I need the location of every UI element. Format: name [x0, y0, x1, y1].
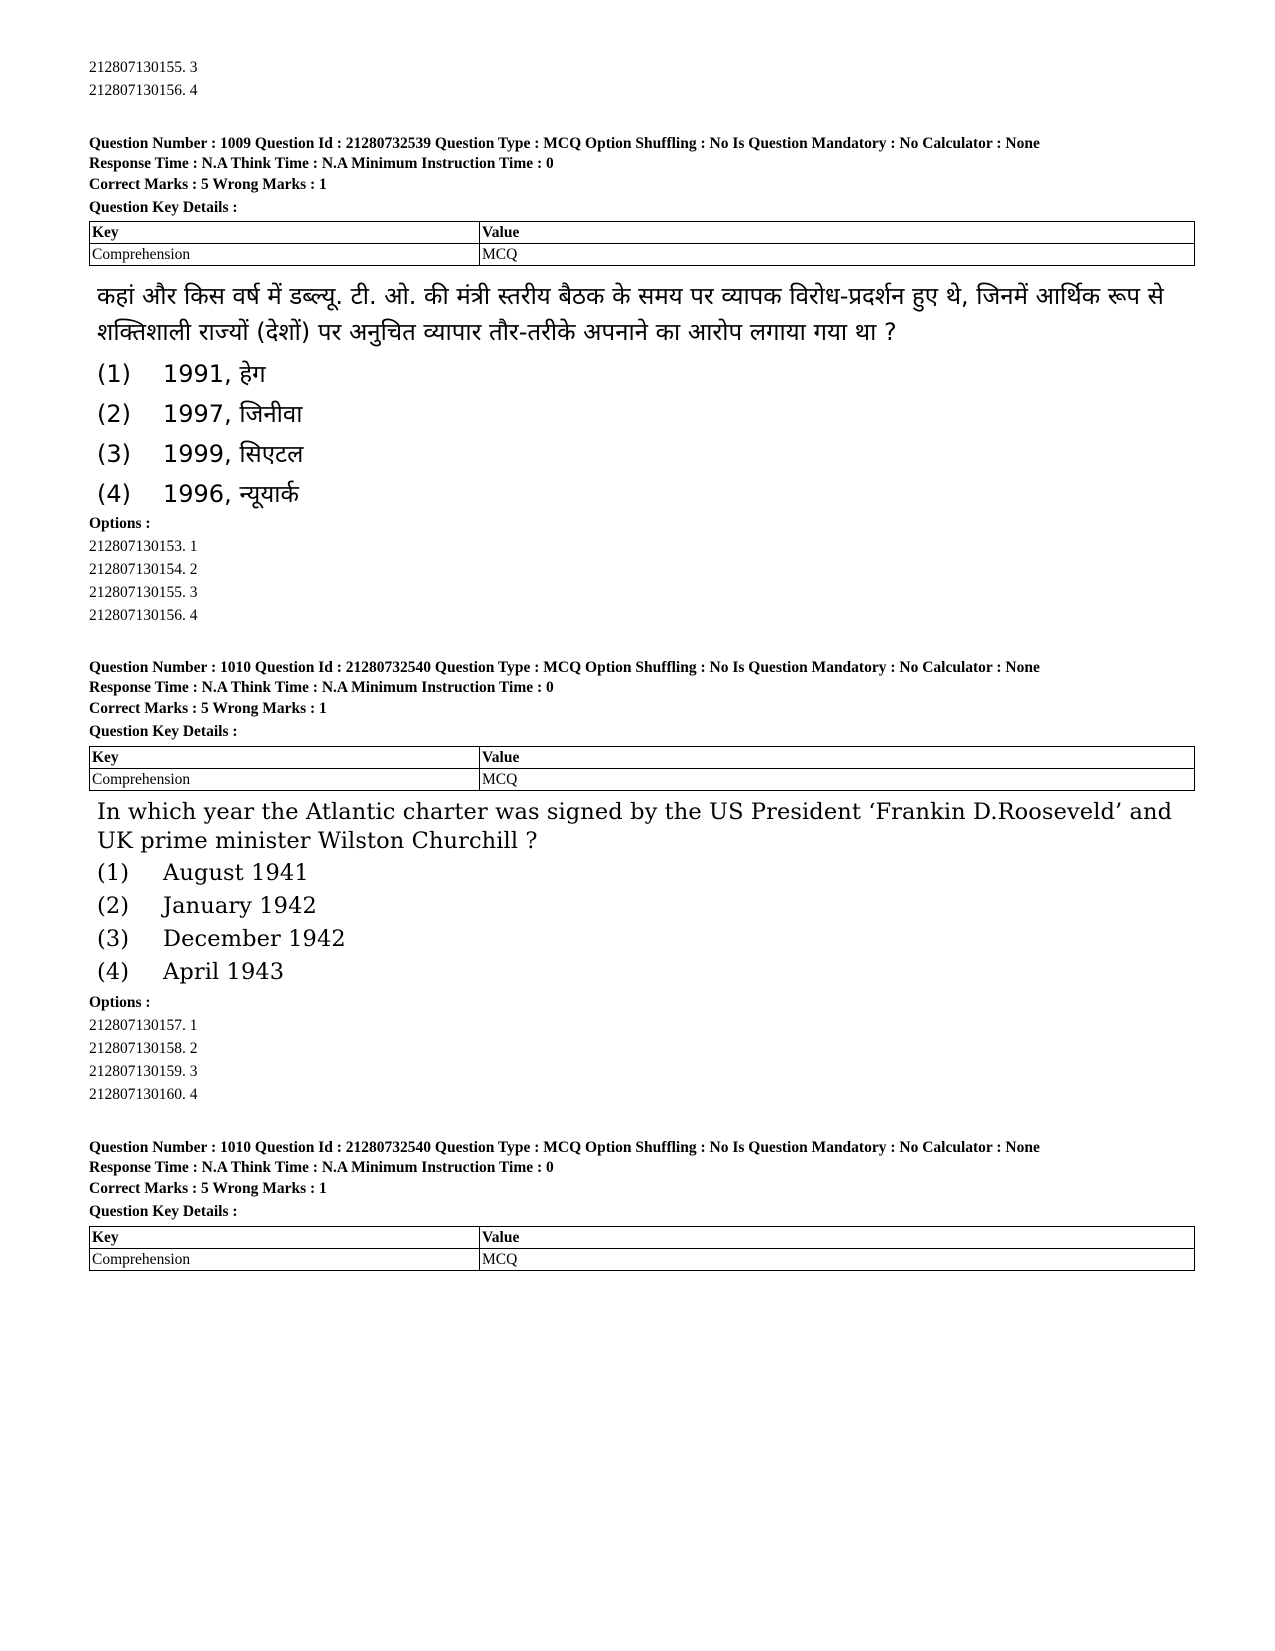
choice-number: (1): [97, 360, 131, 388]
choice-text: 1999, सिएटल: [163, 440, 304, 468]
options-label: Options :: [89, 515, 151, 532]
question-text: कहां और किस वर्ष में डब्ल्यू. टी. ओ. की मंत्री स्तरीय बैठक के समय पर व्यापक विरोध-प्रदर्शन हुए थे, जिनमें आर्थिक रूप से शक्तिशाली राज्यों (देशों) पर अनुचित व्यापार तौर-तरीके अपनाने का आरोप लगाया गया था ?: [97, 282, 1164, 346]
option-id: 212807130156. 4: [89, 607, 198, 624]
choice-text: August 1941: [163, 860, 309, 886]
option-id: 212807130157. 1: [89, 1017, 198, 1034]
key-cell: Comprehension: [90, 244, 480, 266]
key-details-table: [89, 746, 1195, 791]
option-id: 212807130156. 4: [89, 82, 198, 99]
choice-number: (4): [97, 480, 131, 508]
response-time-line: Response Time : N.A Think Time : N.A Minimum Instruction Time : 0: [89, 154, 554, 172]
table-row: [90, 1249, 1195, 1271]
key-details-label: Question Key Details :: [89, 723, 238, 740]
key-details-table: [89, 221, 1195, 266]
choice-item: [97, 358, 1207, 398]
key-header: Key: [90, 222, 480, 244]
value-cell: MCQ: [480, 769, 1195, 791]
option-id: 212807130155. 3: [89, 584, 198, 601]
question-text: In which year the Atlantic charter was signed by the US President ‘Frankin D.Rooseveld’ and UK prime minister Wilston Churchill ?: [97, 799, 1173, 854]
question-header: [89, 134, 1209, 173]
question-header: [89, 658, 1209, 697]
options-label: Options :: [89, 994, 151, 1011]
choice-item: [97, 478, 1207, 518]
option-id: 212807130155. 3: [89, 59, 198, 76]
choice-item: [97, 958, 1207, 991]
choice-text: January 1942: [163, 893, 317, 919]
marks-line: Correct Marks : 5 Wrong Marks : 1: [89, 700, 327, 717]
question-header: [89, 1138, 1209, 1177]
value-cell: MCQ: [480, 244, 1195, 266]
marks-line: Correct Marks : 5 Wrong Marks : 1: [89, 1180, 327, 1197]
question-header-line: Question Number : 1009 Question Id : 21280732539 Question Type : MCQ Option Shuffling : No Is Question Mandatory : No Calculator : None: [89, 135, 1040, 152]
table-header-row: [90, 747, 1195, 769]
value-header: Value: [480, 747, 1195, 769]
table-header-row: [90, 222, 1195, 244]
choice-text: 1991, हेग: [163, 360, 266, 388]
key-header: Key: [90, 747, 480, 769]
key-details-label: Question Key Details :: [89, 1203, 238, 1220]
choice-text: December 1942: [163, 926, 346, 952]
option-id: 212807130159. 3: [89, 1063, 198, 1080]
response-time-line: Response Time : N.A Think Time : N.A Minimum Instruction Time : 0: [89, 678, 554, 696]
choice-item: [97, 859, 1207, 892]
table-row: [90, 244, 1195, 266]
question-header-line: Question Number : 1010 Question Id : 21280732540 Question Type : MCQ Option Shuffling : No Is Question Mandatory : No Calculator : None: [89, 659, 1040, 676]
option-id: 212807130154. 2: [89, 561, 198, 578]
key-details-table: [89, 1226, 1195, 1271]
table-header-row: [90, 1227, 1195, 1249]
key-header: Key: [90, 1227, 480, 1249]
choice-item: [97, 892, 1207, 925]
choice-number: (3): [97, 440, 131, 468]
question-image-english: [97, 798, 1207, 991]
question-header-line: Question Number : 1010 Question Id : 21280732540 Question Type : MCQ Option Shuffling : No Is Question Mandatory : No Calculator : None: [89, 1139, 1040, 1156]
choice-item: [97, 438, 1207, 478]
choice-text: 1996, न्यूयार्क: [163, 480, 299, 508]
choice-item: [97, 925, 1207, 958]
choice-item: [97, 398, 1207, 438]
key-details-label: Question Key Details :: [89, 199, 238, 216]
option-id: 212807130158. 2: [89, 1040, 198, 1057]
value-header: Value: [480, 1227, 1195, 1249]
response-time-line: Response Time : N.A Think Time : N.A Minimum Instruction Time : 0: [89, 1158, 554, 1176]
marks-line: Correct Marks : 5 Wrong Marks : 1: [89, 176, 327, 193]
value-header: Value: [480, 222, 1195, 244]
option-id: 212807130160. 4: [89, 1086, 198, 1103]
table-row: [90, 769, 1195, 791]
question-image-hindi: [97, 278, 1207, 518]
choice-number: (2): [97, 893, 130, 919]
choice-number: (3): [97, 926, 130, 952]
choice-number: (2): [97, 400, 131, 428]
option-id: 212807130153. 1: [89, 538, 198, 555]
choice-number: (1): [97, 860, 130, 886]
key-cell: Comprehension: [90, 1249, 480, 1271]
choice-text: April 1943: [163, 959, 285, 985]
choice-number: (4): [97, 959, 130, 985]
choice-text: 1997, जिनीवा: [163, 400, 303, 428]
key-cell: Comprehension: [90, 769, 480, 791]
value-cell: MCQ: [480, 1249, 1195, 1271]
